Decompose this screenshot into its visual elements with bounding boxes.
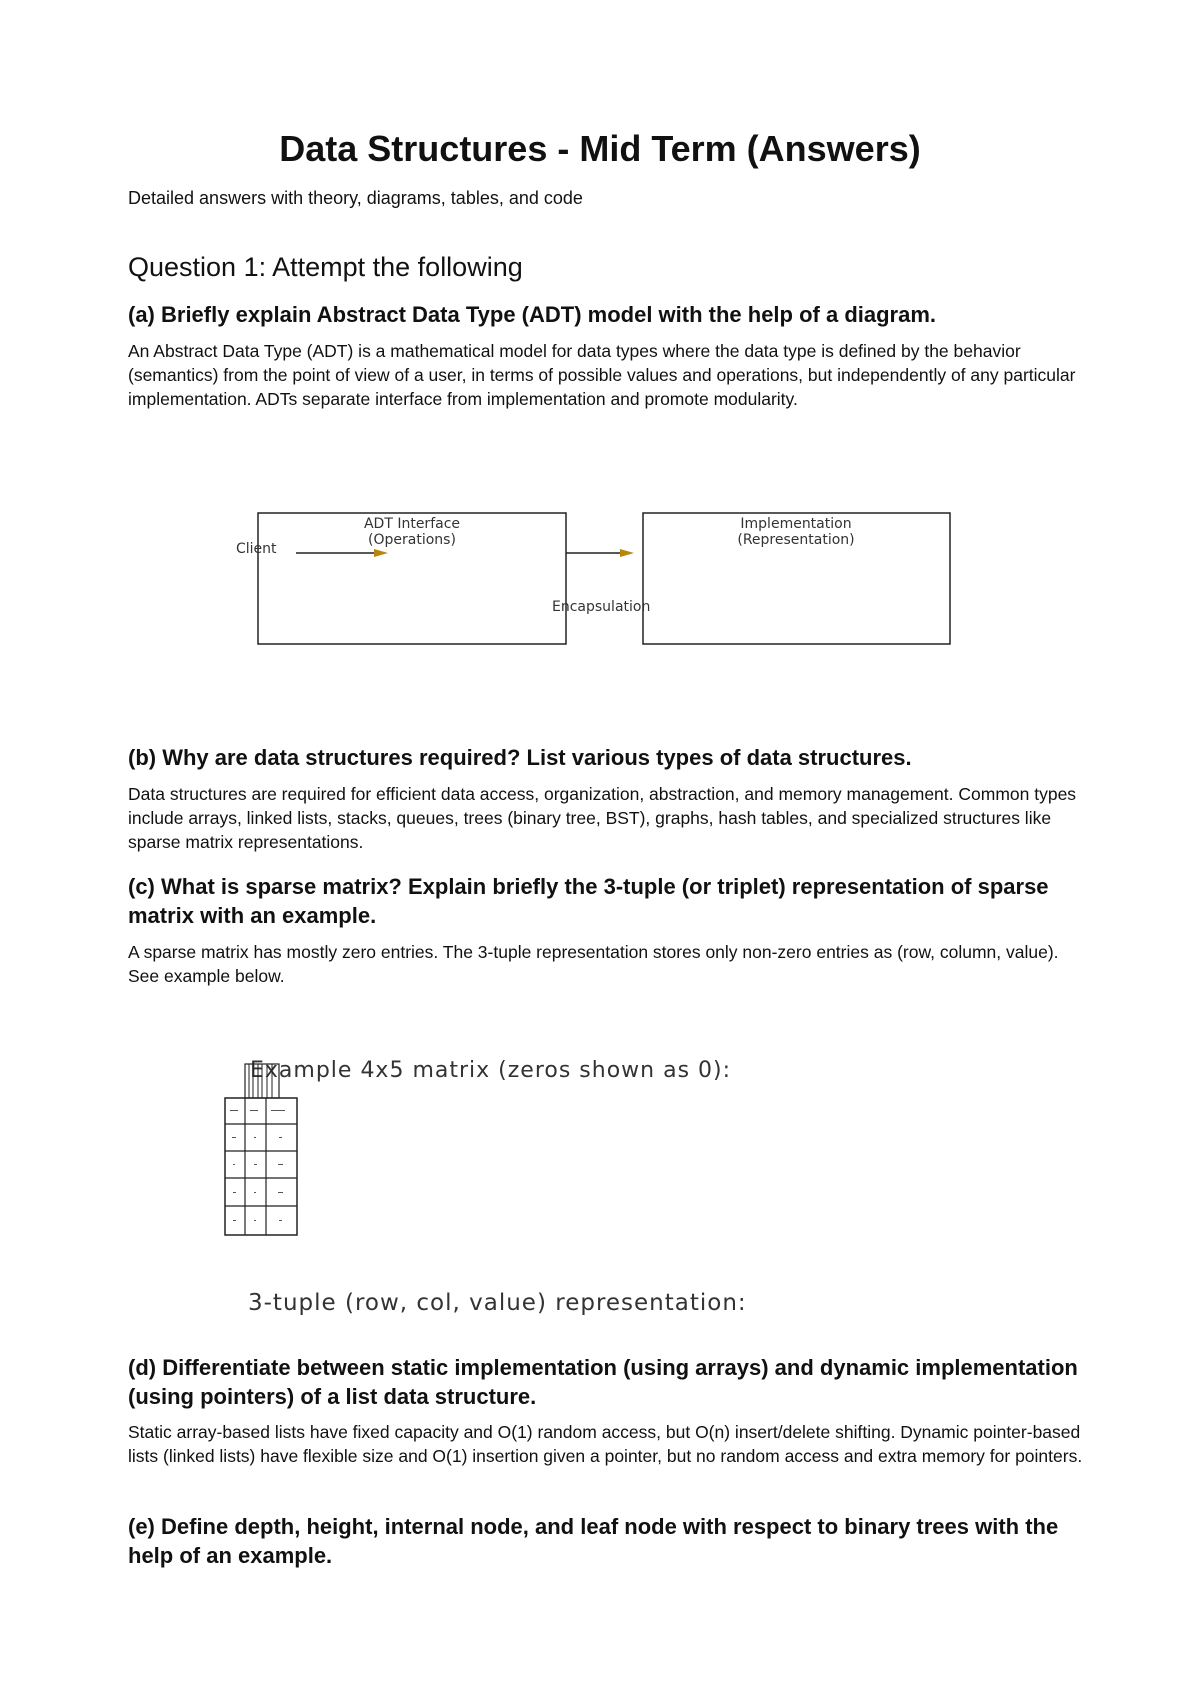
client-label: Client (236, 541, 277, 557)
tuple-caption: 3-tuple (row, col, value) representation: (248, 1290, 747, 1316)
adt-diagram (0, 0, 1200, 700)
question-1-heading: Question 1: Attempt the following (128, 252, 523, 282)
adt-interface-sublabel: (Operations) (368, 532, 456, 548)
matrix-caption: Example 4x5 matrix (zeros shown as 0): (250, 1058, 732, 1083)
implementation-label: Implementation (740, 516, 852, 532)
adt-interface-label: ADT Interface (363, 516, 461, 532)
question-1e-heading: (e) Define depth, height, internal node, and leaf node with respect to binary trees with the help of an example. (128, 1514, 1059, 1568)
question-1d-answer: Static array-based lists have fixed capacity and O(1) random access, but O(n) insert/delete shifting. Dynamic pointer-based lists (linked lists) have flexible size and O(1) insertion given a pointer, but no random access and extra memory for pointers. (128, 1422, 1083, 1466)
sparse-matrix-figure (0, 1040, 1200, 1280)
question-1b-heading: (b) Why are data structures required? List various types of data structures. (128, 745, 912, 770)
encapsulation-arrowhead (620, 549, 634, 557)
question-1b-answer: Data structures are required for efficient data access, organization, abstraction, and memory management. Common types include arrays, linked lists, stacks, queues, trees (binary tree, BST), graphs, hash tables, and specialized structures like sparse matrix representations. (128, 784, 1077, 852)
client-arrowhead (374, 549, 388, 557)
tuple-table (225, 1098, 297, 1235)
question-1d-heading: (d) Differentiate between static implementation (using arrays) and dynamic implementation (using pointers) of a list data structure. (128, 1355, 1078, 1409)
question-1c-heading: (c) What is sparse matrix? Explain briefly the 3-tuple (or triplet) representation of sparse matrix with an example. (128, 874, 1049, 928)
tuple-table-cell-marks (230, 1110, 285, 1221)
document-title: Data Structures - Mid Term (Answers) (279, 128, 921, 169)
encapsulation-label: Encapsulation (552, 599, 651, 615)
question-1c-answer: A sparse matrix has mostly zero entries. The 3-tuple representation stores only non-zero entries as (row, column, value). See example below. (128, 942, 1059, 986)
document-subtitle: Detailed answers with theory, diagrams, tables, and code (128, 188, 583, 208)
implementation-sublabel: (Representation) (737, 532, 855, 548)
question-1a-heading: (a) Briefly explain Abstract Data Type (ADT) model with the help of a diagram. (128, 302, 937, 327)
question-1a-answer: An Abstract Data Type (ADT) is a mathematical model for data types where the data type is defined by the behavior (semantics) from the point of view of a user, in terms of possible values and operations, but independently of any particular implementation. ADTs separate interface from implementation and promote modularity. (128, 341, 1076, 409)
